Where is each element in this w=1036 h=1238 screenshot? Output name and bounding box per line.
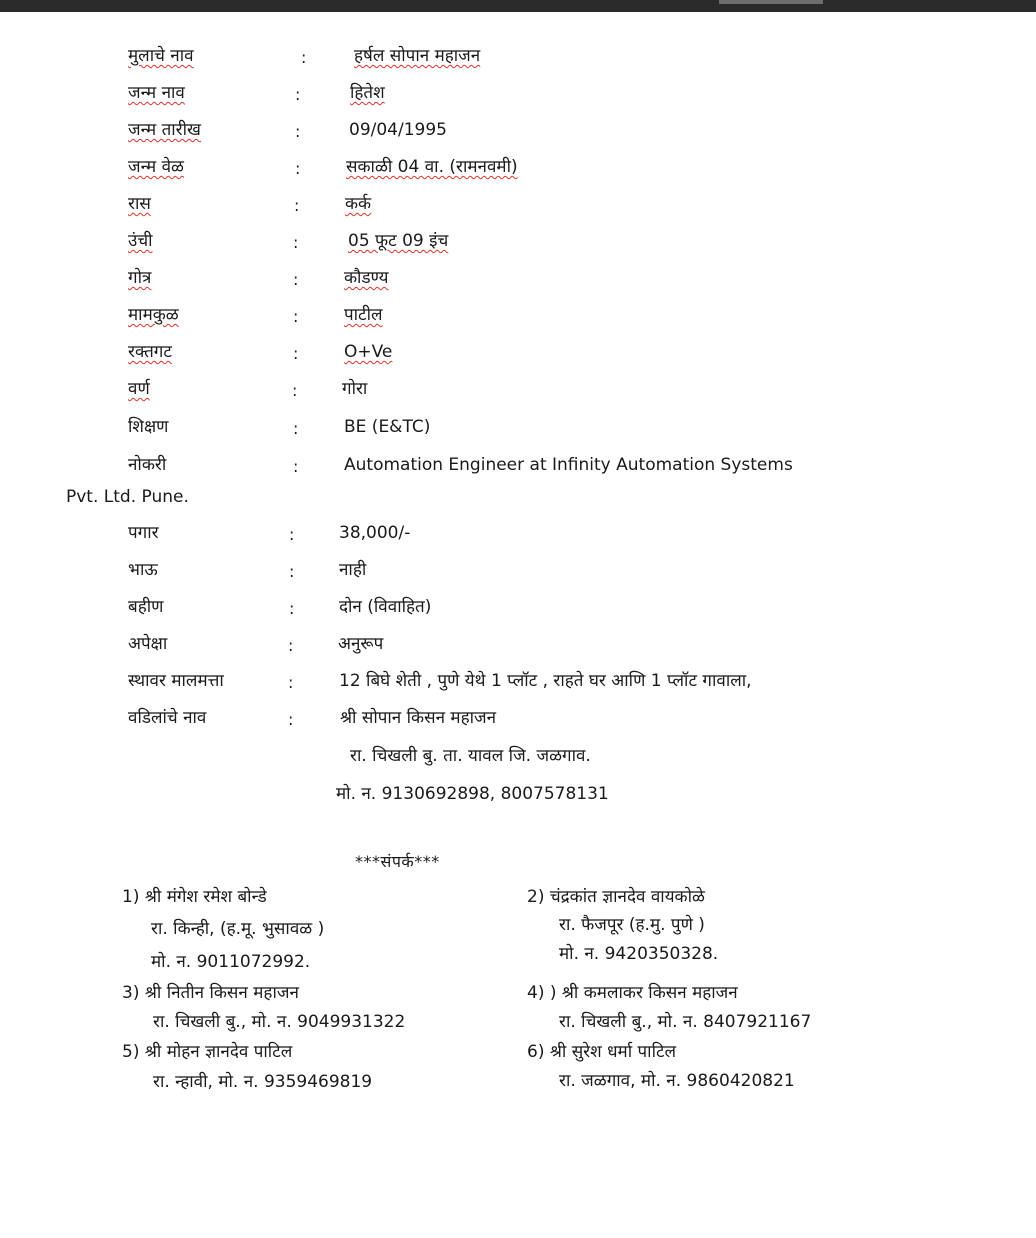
- label-birth-name: जन्म नाव: [128, 83, 185, 103]
- value-birth-date: 09/04/1995: [349, 120, 447, 140]
- contact-5-name: 5) श्री मोहन ज्ञानदेव पाटिल: [122, 1042, 293, 1062]
- value-job-continuation: Pvt. Ltd. Pune.: [66, 487, 189, 507]
- value-brother: नाही: [339, 560, 367, 580]
- value-salary: 38,000/-: [339, 523, 411, 543]
- colon: :: [288, 673, 294, 692]
- label-brother: भाऊ: [128, 560, 158, 580]
- value-birth-time: सकाळी 04 वा. (रामनवमी): [346, 157, 518, 177]
- colon: :: [292, 381, 298, 400]
- label-property: स्थावर मालमत्ता: [128, 671, 224, 691]
- colon: :: [289, 562, 295, 581]
- contact-1-address: रा. किन्ही, (ह.मू. भुसावळ ): [151, 919, 325, 939]
- colon: :: [288, 710, 294, 729]
- colon: :: [293, 270, 299, 289]
- label-sister: बहीण: [128, 597, 164, 617]
- contact-2-name: 2) चंद्रकांत ज्ञानदेव वायकोळे: [527, 887, 705, 907]
- value-mamkul: पाटील: [344, 305, 383, 325]
- contact-6-details: रा. जळगाव, मो. न. 9860420821: [559, 1071, 795, 1091]
- value-expectation: अनुरूप: [338, 634, 384, 654]
- colon: :: [293, 307, 299, 326]
- colon: :: [293, 233, 299, 252]
- colon: :: [289, 525, 295, 544]
- contact-1-name: 1) श्री मंगेश रमेश बोन्डे: [122, 887, 267, 907]
- contact-3-details: रा. चिखली बु., मो. न. 9049931322: [153, 1012, 406, 1032]
- value-sister: दोन (विवाहित): [339, 597, 432, 617]
- colon: :: [293, 457, 299, 476]
- contact-3-name: 3) श्री नितीन किसन महाजन: [122, 983, 299, 1003]
- value-property: 12 बिघे शेती , पुणे येथे 1 प्लॉट , राहते घर आणि 1 प्लॉट गावाला,: [339, 671, 752, 691]
- colon: :: [294, 196, 300, 215]
- value-gotra: कौडण्य: [344, 268, 389, 288]
- colon: :: [295, 122, 301, 141]
- value-height: 05 फूट 09 इंच: [348, 231, 449, 251]
- label-mamkul: मामकुळ: [128, 305, 179, 325]
- value-job: Automation Engineer at Infinity Automation Systems: [344, 455, 793, 475]
- label-birth-time: जन्म वेळ: [128, 157, 184, 177]
- contact-heading: ***संपर्क***: [355, 852, 440, 871]
- colon: :: [295, 85, 301, 104]
- value-blood-group: O+Ve: [344, 342, 393, 362]
- label-rashi: रास: [128, 194, 151, 214]
- contact-2-address: रा. फैजपूर (ह.मु. पुणे ): [559, 915, 705, 935]
- label-complexion: वर्ण: [128, 379, 150, 399]
- contact-1-phone: मो. न. 9011072992.: [151, 952, 311, 972]
- value-birth-name: हितेश: [350, 83, 385, 103]
- label-blood-group: रक्तगट: [128, 342, 172, 362]
- value-rashi: कर्क: [345, 194, 372, 214]
- contact-4-name: 4) ) श्री कमलाकर किसन महाजन: [527, 983, 738, 1003]
- contact-2-phone: मो. न. 9420350328.: [559, 944, 719, 964]
- colon: :: [293, 419, 299, 438]
- colon: :: [301, 48, 307, 67]
- colon: :: [295, 159, 301, 178]
- contact-4-details: रा. चिखली बु., मो. न. 8407921167: [559, 1012, 812, 1032]
- father-phone: मो. न. 9130692898, 8007578131: [336, 784, 609, 804]
- value-father-name: श्री सोपान किसन महाजन: [340, 708, 497, 728]
- label-gotra: गोत्र: [128, 268, 152, 288]
- label-salary: पगार: [128, 523, 159, 543]
- value-complexion: गोरा: [342, 379, 368, 399]
- value-boy-name: हर्षल सोपान महाजन: [354, 46, 481, 66]
- label-height: उंची: [128, 231, 153, 251]
- label-expectation: अपेक्षा: [128, 634, 168, 654]
- contact-5-details: रा. न्हावी, मो. न. 9359469819: [153, 1072, 373, 1092]
- value-education: BE (E&TC): [344, 417, 431, 437]
- label-father-name: वडिलांचे नाव: [128, 708, 207, 728]
- label-birth-date: जन्म तारीख: [128, 120, 201, 140]
- colon: :: [289, 599, 295, 618]
- colon: :: [288, 636, 294, 655]
- label-education: शिक्षण: [128, 417, 169, 437]
- label-job: नोकरी: [128, 455, 167, 475]
- colon: :: [293, 344, 299, 363]
- father-address: रा. चिखली बु. ता. यावल जि. जळगाव.: [350, 746, 591, 766]
- label-boy-name: मुलाचे नाव: [128, 46, 194, 66]
- contact-6-name: 6) श्री सुरेश धर्मा पाटिल: [527, 1042, 677, 1062]
